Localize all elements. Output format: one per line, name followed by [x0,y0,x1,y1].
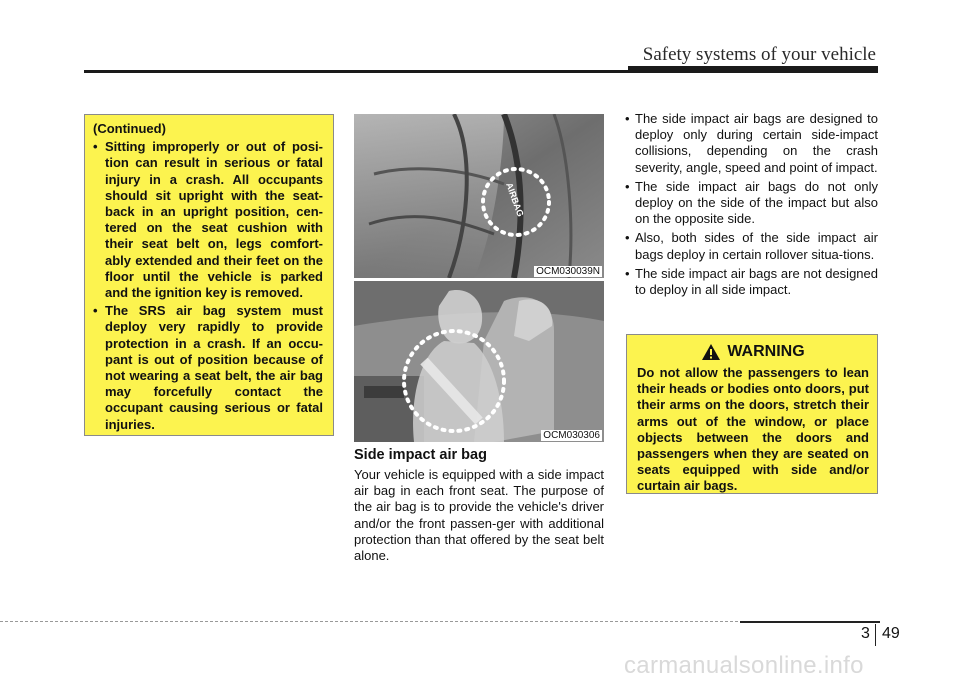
bullet-dot-icon: • [625,265,630,281]
continued-bullet-text: Sitting improperly or out of posi-tion can result in serious or fatal injury in a crash. All occupants should sit upright with the seat-back in an upright position, cen-tered on the seat cushion with their seat belt on, legs comfort-ably extended and their feet on the floor until the vehicle is parked and the ignition key is removed. [105,139,323,301]
list-item-text: Also, both sides of the side impact air bags deploy in certain rollover situa-tions. [635,230,878,262]
header-divider-accent [628,66,878,70]
occupant-airbag-image [354,281,604,442]
list-item [625,179,878,228]
list-item-text: The side impact air bags do not only deploy on the side of the impact but also on the opposite side. [635,178,878,227]
continued-bullet [93,139,323,301]
list-item [625,266,878,298]
footer-divider-accent [740,621,880,623]
section-heading: Side impact air bag [354,447,487,463]
warning-body-text: Do not allow the passengers to lean their heads or bodies onto doors, put their arms on the doors, stretch their arms out of the window, or place objects between the doors and passengers when they are seated on seats equipped with side and/or curtain air bags. [637,365,869,494]
page-number: 49 [882,625,900,642]
bullet-dot-icon: • [93,139,98,155]
chapter-number: 3 [861,625,870,642]
list-item [625,111,878,176]
page-number-separator [875,624,876,646]
bullet-dot-icon: • [625,111,630,126]
list-item-text: The side impact air bags are not designed to deploy in all side impact. [635,265,878,298]
list-item-text: The side impact air bags are designed to deploy only during certain side-impact collisions, depending on the crash severity, angle, speed and point of impact. [635,111,878,175]
watermark: carmanualsonline.info [624,652,864,679]
header-divider [84,70,878,73]
warning-box [626,334,878,494]
occupant-airbag-illustration [354,281,604,442]
bullet-dot-icon: • [625,178,630,194]
warning-triangle-icon [701,343,721,361]
list-item [625,230,878,262]
warning-header [637,343,869,361]
continued-heading: (Continued) [93,121,166,136]
section-body-text: Your vehicle is equipped with a side impact air bag in each front seat. The purpose of the air bag is to provide the vehicle's driver and/or the front passen-ger with additional protection than that offered by the seat belt alone. [354,467,604,564]
seat-airbag-image [354,114,604,278]
airbag-label: AIRBAG [504,181,526,219]
bullet-dot-icon: • [93,303,98,319]
warning-title: WARNING [727,342,805,360]
seat-airbag-illustration [354,114,604,278]
continued-warning-box [84,114,334,436]
continued-bullet [93,303,323,433]
image-caption: OCM030306 [543,430,600,441]
image-caption: OCM030039N [536,266,600,277]
continued-bullet-text: The SRS air bag system must deploy very rapidly to provide protection in a crash. If an occu-pant is out of position because of not wearing a seat belt, the air bag may forcefully contact the occupant causing serious or fatal injuries. [105,303,323,432]
bullet-dot-icon: • [625,230,630,246]
section-title: Safety systems of your vehicle [642,44,876,65]
side-airbag-bullet-list [625,111,878,301]
